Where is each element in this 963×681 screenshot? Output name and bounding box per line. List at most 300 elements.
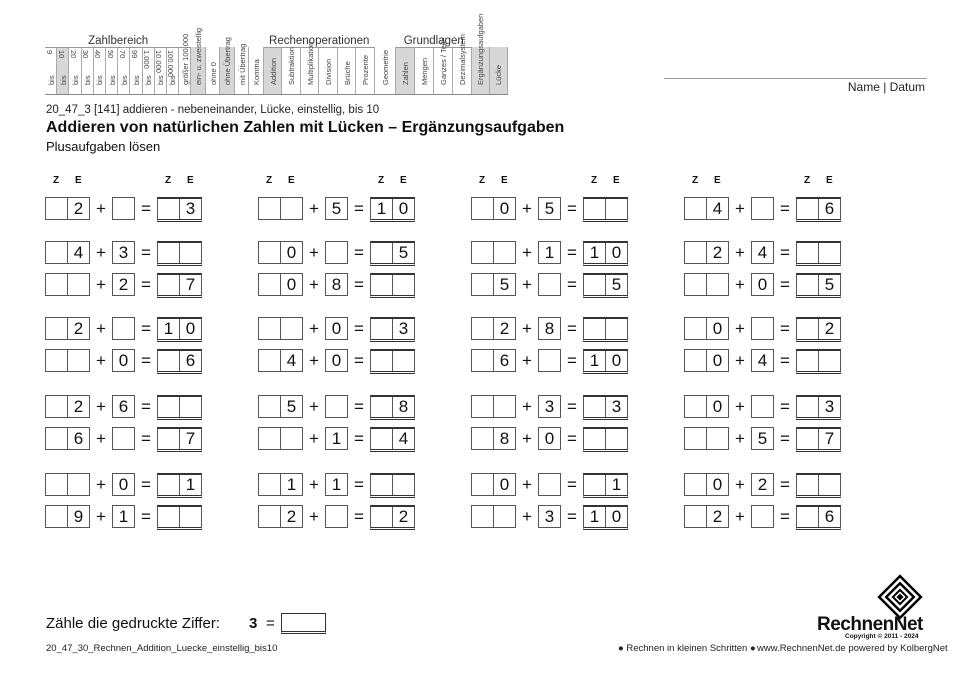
result-tens-cell[interactable]	[158, 199, 180, 219]
header-group-zahlbereich	[44, 33, 191, 94]
result-box[interactable]	[370, 349, 415, 374]
website-link[interactable]: www.RechnenNet.de powered by KolbergNet	[757, 643, 948, 654]
plus-sign: +	[309, 351, 319, 370]
result-tens-cell[interactable]	[371, 429, 393, 449]
second-addend-box[interactable]: 5	[538, 197, 561, 220]
ones-cell[interactable]	[281, 428, 302, 449]
tens-cell[interactable]	[46, 274, 68, 295]
result-ones-cell[interactable]	[606, 429, 627, 449]
result-tens-cell[interactable]: 1	[584, 351, 606, 371]
place-value-label-z: Z	[591, 175, 598, 186]
result-box[interactable]	[583, 395, 628, 420]
first-addend-box[interactable]	[684, 505, 729, 528]
tens-cell[interactable]	[472, 242, 494, 263]
result-ones-cell[interactable]: 1	[611, 475, 622, 494]
first-addend-box[interactable]	[258, 473, 303, 496]
ones-cell[interactable]: 2	[499, 319, 510, 338]
result-tens-cell[interactable]	[797, 397, 819, 417]
result-tens-cell[interactable]	[371, 243, 393, 263]
first-addend-box[interactable]	[684, 349, 729, 372]
result-tens-cell[interactable]	[584, 199, 606, 219]
result-tens-cell[interactable]	[584, 275, 606, 295]
ones-cell[interactable]: 2	[73, 397, 84, 416]
second-addend-box[interactable]: 0	[325, 317, 348, 340]
place-value-label-z: Z	[53, 175, 60, 186]
first-addend-box[interactable]	[684, 427, 729, 450]
result-box[interactable]	[796, 427, 841, 452]
header-column	[220, 37, 235, 94]
result-box[interactable]	[583, 197, 628, 222]
ones-cell[interactable]: 6	[499, 351, 510, 370]
result-box[interactable]	[370, 427, 415, 452]
ones-cell[interactable]: 2	[712, 243, 723, 262]
result-ones-cell[interactable]: 0	[611, 243, 622, 262]
result-ones-cell[interactable]: 0	[611, 351, 622, 370]
result-tens-cell[interactable]: 1	[158, 319, 180, 339]
second-addend-box[interactable]: 6	[112, 395, 135, 418]
first-addend-box[interactable]	[258, 349, 303, 372]
equals-sign: =	[780, 475, 790, 494]
header-column-label: bis	[46, 75, 56, 85]
tens-cell[interactable]	[472, 396, 494, 417]
ones-cell[interactable]	[68, 274, 89, 295]
result-tens-cell[interactable]	[797, 319, 819, 339]
ones-cell[interactable]: 2	[73, 199, 84, 218]
result-ones-cell[interactable]	[606, 199, 627, 219]
ones-cell[interactable]: 0	[286, 243, 297, 262]
tens-cell[interactable]	[259, 474, 281, 495]
second-addend-box[interactable]	[538, 273, 561, 296]
result-box[interactable]	[157, 349, 202, 374]
result-box[interactable]	[370, 395, 415, 420]
result-ones-cell[interactable]	[819, 475, 840, 495]
first-addend-box[interactable]	[45, 349, 90, 372]
first-addend-box[interactable]	[258, 505, 303, 528]
result-tens-cell[interactable]	[584, 429, 606, 449]
result-box[interactable]	[796, 395, 841, 420]
ones-cell[interactable]	[707, 274, 728, 295]
tens-cell[interactable]	[472, 474, 494, 495]
result-ones-cell[interactable]: 6	[824, 507, 835, 526]
second-addend-box[interactable]	[751, 317, 774, 340]
result-box[interactable]	[157, 473, 202, 498]
result-tens-cell[interactable]: 1	[371, 199, 393, 219]
result-ones-cell[interactable]: 7	[824, 429, 835, 448]
tens-cell[interactable]	[259, 396, 281, 417]
tens-cell[interactable]	[685, 428, 707, 449]
result-tens-cell[interactable]	[158, 507, 180, 527]
result-ones-cell[interactable]	[819, 351, 840, 371]
result-ones-cell[interactable]: 1	[185, 475, 196, 494]
result-ones-cell[interactable]: 0	[398, 199, 409, 218]
result-tens-cell[interactable]: 1	[584, 243, 606, 263]
result-box[interactable]	[370, 317, 415, 342]
tens-cell[interactable]	[259, 428, 281, 449]
result-ones-cell[interactable]: 3	[185, 199, 196, 218]
header-column-label: bis	[131, 75, 141, 85]
header-column-value: 1.000	[142, 50, 152, 69]
result-ones-cell[interactable]: 5	[611, 275, 622, 294]
first-addend-box[interactable]	[471, 273, 516, 296]
result-tens-cell[interactable]: 1	[584, 507, 606, 527]
first-addend-box[interactable]	[684, 395, 729, 418]
plus-sign: +	[522, 507, 532, 526]
result-ones-cell[interactable]	[180, 397, 201, 417]
result-tens-cell[interactable]	[797, 243, 819, 263]
result-tens-cell[interactable]	[158, 475, 180, 495]
header-column	[130, 48, 142, 94]
first-addend-box[interactable]	[471, 395, 516, 418]
result-ones-cell[interactable]: 5	[824, 275, 835, 294]
tens-cell[interactable]	[685, 506, 707, 527]
second-addend-box[interactable]	[751, 197, 774, 220]
result-box[interactable]	[796, 505, 841, 530]
first-addend-box[interactable]	[471, 241, 516, 264]
equals-sign: =	[567, 429, 577, 448]
header-column	[118, 48, 130, 94]
second-addend-box[interactable]: 3	[538, 395, 561, 418]
result-tens-cell[interactable]	[584, 397, 606, 417]
ones-cell[interactable]	[494, 242, 515, 263]
result-box[interactable]	[583, 273, 628, 298]
result-tens-cell[interactable]	[797, 507, 819, 527]
tens-cell[interactable]	[472, 274, 494, 295]
tens-cell[interactable]	[472, 506, 494, 527]
logo-text: RechnenNet	[817, 614, 923, 635]
header-column-value: 100.000	[166, 50, 176, 78]
first-addend-box[interactable]	[684, 317, 729, 340]
ones-cell[interactable]	[68, 350, 89, 371]
second-addend-box[interactable]: 8	[325, 273, 348, 296]
plus-sign: +	[309, 275, 319, 294]
result-tens-cell[interactable]	[797, 275, 819, 295]
second-addend-box[interactable]: 1	[538, 241, 561, 264]
header-column-label: Geometrie	[380, 49, 390, 85]
first-addend-box[interactable]	[684, 241, 729, 264]
equals-sign: =	[780, 319, 790, 338]
second-addend-box[interactable]: 0	[112, 473, 135, 496]
first-addend-box[interactable]	[45, 273, 90, 296]
tens-cell[interactable]	[259, 274, 281, 295]
ones-cell[interactable]: 2	[73, 319, 84, 338]
second-addend-box[interactable]: 0	[325, 349, 348, 372]
result-ones-cell[interactable]	[393, 475, 414, 495]
ones-cell[interactable]: 0	[712, 319, 723, 338]
result-box[interactable]	[583, 505, 628, 530]
result-box[interactable]	[796, 473, 841, 498]
second-addend-box[interactable]: 5	[325, 197, 348, 220]
result-tens-cell[interactable]	[797, 475, 819, 495]
result-tens-cell[interactable]	[371, 507, 393, 527]
ones-cell[interactable]	[281, 198, 302, 219]
tens-cell[interactable]	[685, 396, 707, 417]
result-ones-cell[interactable]: 6	[185, 351, 196, 370]
result-box[interactable]	[796, 349, 841, 374]
result-tens-cell[interactable]	[371, 351, 393, 371]
ones-cell[interactable]: 2	[286, 507, 297, 526]
ones-cell[interactable]: 4	[73, 243, 84, 262]
plus-sign: +	[735, 199, 745, 218]
ones-cell[interactable]: 5	[286, 397, 297, 416]
result-ones-cell[interactable]	[180, 243, 201, 263]
tens-cell[interactable]	[472, 318, 494, 339]
result-box[interactable]	[370, 197, 415, 222]
first-addend-box[interactable]	[471, 197, 516, 220]
ones-cell[interactable]: 4	[712, 199, 723, 218]
result-ones-cell[interactable]: 3	[611, 397, 622, 416]
result-box[interactable]	[583, 241, 628, 266]
result-ones-cell[interactable]: 2	[824, 319, 835, 338]
result-ones-cell[interactable]: 8	[398, 397, 409, 416]
plus-sign: +	[522, 319, 532, 338]
tens-cell[interactable]	[46, 318, 68, 339]
ones-cell[interactable]: 9	[73, 507, 84, 526]
place-value-label-e: E	[187, 175, 194, 186]
second-addend-box[interactable]: 3	[538, 505, 561, 528]
first-addend-box[interactable]	[471, 349, 516, 372]
tens-cell[interactable]	[46, 396, 68, 417]
tens-cell[interactable]	[46, 350, 68, 371]
equals-sign: =	[141, 319, 151, 338]
tens-cell[interactable]	[685, 274, 707, 295]
result-ones-cell[interactable]: 0	[611, 507, 622, 526]
first-addend-box[interactable]	[258, 427, 303, 450]
result-ones-cell[interactable]: 7	[185, 429, 196, 448]
first-addend-box[interactable]	[45, 395, 90, 418]
second-addend-box[interactable]	[538, 473, 561, 496]
result-ones-cell[interactable]	[393, 275, 414, 295]
result-box[interactable]	[157, 505, 202, 530]
second-addend-box[interactable]: 2	[112, 273, 135, 296]
result-box[interactable]	[157, 427, 202, 452]
second-addend-box[interactable]: 0	[538, 427, 561, 450]
second-addend-box[interactable]: 1	[325, 473, 348, 496]
result-box[interactable]	[370, 505, 415, 530]
tens-cell[interactable]	[259, 506, 281, 527]
tens-cell[interactable]	[472, 198, 494, 219]
ones-cell[interactable]: 0	[286, 275, 297, 294]
plus-sign: +	[96, 351, 106, 370]
header-group-title: Rechenoperationen	[264, 36, 375, 48]
second-addend-box[interactable]	[112, 197, 135, 220]
plus-sign: +	[735, 397, 745, 416]
ones-cell[interactable]: 0	[712, 351, 723, 370]
tens-cell[interactable]	[259, 350, 281, 371]
worksheet-subtitle: Plusaufgaben lösen	[46, 139, 161, 154]
ones-cell[interactable]: 0	[499, 475, 510, 494]
result-tens-cell[interactable]	[158, 275, 180, 295]
result-tens-cell[interactable]	[797, 199, 819, 219]
second-addend-box[interactable]	[112, 427, 135, 450]
place-value-label-z: Z	[804, 175, 811, 186]
result-ones-cell[interactable]: 3	[398, 319, 409, 338]
ones-cell[interactable]	[707, 428, 728, 449]
header-column	[338, 48, 357, 94]
worksheet-title: Addieren von natürlichen Zahlen mit Lücken – Ergänzungsaufgaben	[46, 119, 565, 136]
equals-sign: =	[780, 429, 790, 448]
result-tens-cell[interactable]	[371, 319, 393, 339]
result-ones-cell[interactable]	[606, 319, 627, 339]
header-group-rechenoperationen	[264, 36, 375, 94]
ones-cell[interactable]: 0	[712, 475, 723, 494]
result-ones-cell[interactable]: 7	[185, 275, 196, 294]
place-value-label-e: E	[400, 175, 407, 186]
ones-cell[interactable]	[494, 506, 515, 527]
tens-cell[interactable]	[259, 242, 281, 263]
tens-cell[interactable]	[46, 506, 68, 527]
result-box[interactable]	[583, 349, 628, 374]
result-box[interactable]	[157, 197, 202, 222]
equals-sign: =	[780, 351, 790, 370]
result-ones-cell[interactable]: 0	[185, 319, 196, 338]
tens-cell[interactable]	[685, 242, 707, 263]
result-tens-cell[interactable]	[584, 319, 606, 339]
plus-sign: +	[522, 275, 532, 294]
equals-sign: =	[567, 507, 577, 526]
tens-cell[interactable]	[472, 428, 494, 449]
result-box[interactable]	[157, 317, 202, 342]
ones-cell[interactable]: 2	[712, 507, 723, 526]
result-box[interactable]	[157, 273, 202, 298]
equals-sign: =	[567, 475, 577, 494]
first-addend-box[interactable]	[45, 473, 90, 496]
ones-cell[interactable]: 0	[712, 397, 723, 416]
result-tens-cell[interactable]	[797, 429, 819, 449]
result-ones-cell[interactable]	[180, 507, 201, 527]
second-addend-box[interactable]: 0	[112, 349, 135, 372]
ones-cell[interactable]	[68, 474, 89, 495]
second-addend-box[interactable]	[325, 241, 348, 264]
result-box[interactable]	[796, 241, 841, 266]
first-addend-box[interactable]	[45, 197, 90, 220]
second-addend-box[interactable]	[112, 317, 135, 340]
first-addend-box[interactable]	[258, 241, 303, 264]
equals-sign: =	[354, 397, 364, 416]
result-tens-cell[interactable]	[371, 475, 393, 495]
result-ones-cell[interactable]: 4	[398, 429, 409, 448]
result-box[interactable]	[796, 197, 841, 222]
result-tens-cell[interactable]	[158, 429, 180, 449]
ones-cell[interactable]: 4	[286, 351, 297, 370]
header-column-value: 40	[93, 50, 103, 59]
result-box[interactable]	[370, 273, 415, 298]
result-box[interactable]	[370, 473, 415, 498]
first-addend-box[interactable]	[684, 197, 729, 220]
first-addend-box[interactable]	[258, 273, 303, 296]
second-addend-box[interactable]: 2	[751, 473, 774, 496]
second-addend-box[interactable]: 8	[538, 317, 561, 340]
tens-cell[interactable]	[685, 198, 707, 219]
ones-cell[interactable]: 8	[499, 429, 510, 448]
second-addend-box[interactable]: 4	[751, 349, 774, 372]
first-addend-box[interactable]	[471, 505, 516, 528]
result-tens-cell[interactable]	[371, 275, 393, 295]
result-tens-cell[interactable]	[158, 397, 180, 417]
result-ones-cell[interactable]	[393, 351, 414, 371]
result-box[interactable]	[583, 473, 628, 498]
first-addend-box[interactable]	[258, 197, 303, 220]
first-addend-box[interactable]	[471, 473, 516, 496]
result-ones-cell[interactable]: 3	[824, 397, 835, 416]
ones-cell[interactable]: 5	[499, 275, 510, 294]
second-addend-box[interactable]: 3	[112, 241, 135, 264]
tens-cell[interactable]	[259, 198, 281, 219]
tens-cell[interactable]	[46, 474, 68, 495]
place-value-label-e: E	[826, 175, 833, 186]
result-tens-cell[interactable]	[797, 351, 819, 371]
first-addend-box[interactable]	[258, 395, 303, 418]
second-addend-box[interactable]	[325, 505, 348, 528]
result-box[interactable]	[157, 241, 202, 266]
first-addend-box[interactable]	[471, 427, 516, 450]
first-addend-box[interactable]	[684, 273, 729, 296]
result-box[interactable]	[583, 427, 628, 452]
second-addend-box[interactable]: 5	[751, 427, 774, 450]
header-column	[282, 48, 301, 94]
result-box[interactable]	[796, 317, 841, 342]
tens-cell[interactable]	[259, 318, 281, 339]
ones-cell[interactable]	[494, 396, 515, 417]
tens-cell[interactable]	[46, 428, 68, 449]
second-addend-box[interactable]	[751, 395, 774, 418]
second-addend-box[interactable]: 4	[751, 241, 774, 264]
first-addend-box[interactable]	[684, 473, 729, 496]
first-addend-box[interactable]	[45, 241, 90, 264]
result-ones-cell[interactable]	[819, 243, 840, 263]
result-ones-cell[interactable]: 6	[824, 199, 835, 218]
name-date-label: Name | Datum	[847, 80, 925, 94]
second-addend-box[interactable]	[538, 349, 561, 372]
result-tens-cell[interactable]	[158, 243, 180, 263]
tens-cell[interactable]	[46, 242, 68, 263]
second-addend-box[interactable]	[751, 505, 774, 528]
tens-cell[interactable]	[685, 350, 707, 371]
second-addend-box[interactable]: 1	[325, 427, 348, 450]
tens-cell[interactable]	[685, 318, 707, 339]
header-column-label: Addition	[268, 57, 278, 85]
count-task-digit: 3	[249, 615, 258, 632]
header-column-label: ein- u. zweistellig	[194, 27, 203, 85]
result-tens-cell[interactable]	[158, 351, 180, 371]
tens-cell[interactable]	[46, 198, 68, 219]
ones-cell[interactable]: 6	[73, 429, 84, 448]
first-addend-box[interactable]	[258, 317, 303, 340]
first-addend-box[interactable]	[45, 427, 90, 450]
first-addend-box[interactable]	[45, 505, 90, 528]
second-addend-box[interactable]	[325, 395, 348, 418]
ones-cell[interactable]: 1	[286, 475, 297, 494]
second-addend-box[interactable]: 1	[112, 505, 135, 528]
tens-cell[interactable]	[472, 350, 494, 371]
result-tens-cell[interactable]	[584, 475, 606, 495]
result-box[interactable]	[370, 241, 415, 266]
result-box[interactable]	[157, 395, 202, 420]
count-answer-box[interactable]	[281, 613, 326, 634]
first-addend-box[interactable]	[471, 317, 516, 340]
name-date-line[interactable]	[664, 78, 927, 79]
ones-cell[interactable]	[281, 318, 302, 339]
result-ones-cell[interactable]: 2	[398, 507, 409, 526]
equals-sign: =	[567, 199, 577, 218]
second-addend-box[interactable]: 0	[751, 273, 774, 296]
ones-cell[interactable]: 0	[499, 199, 510, 218]
tens-cell[interactable]	[685, 474, 707, 495]
result-tens-cell[interactable]	[371, 397, 393, 417]
result-box[interactable]	[583, 317, 628, 342]
first-addend-box[interactable]	[45, 317, 90, 340]
result-ones-cell[interactable]: 5	[398, 243, 409, 262]
result-box[interactable]	[796, 273, 841, 298]
